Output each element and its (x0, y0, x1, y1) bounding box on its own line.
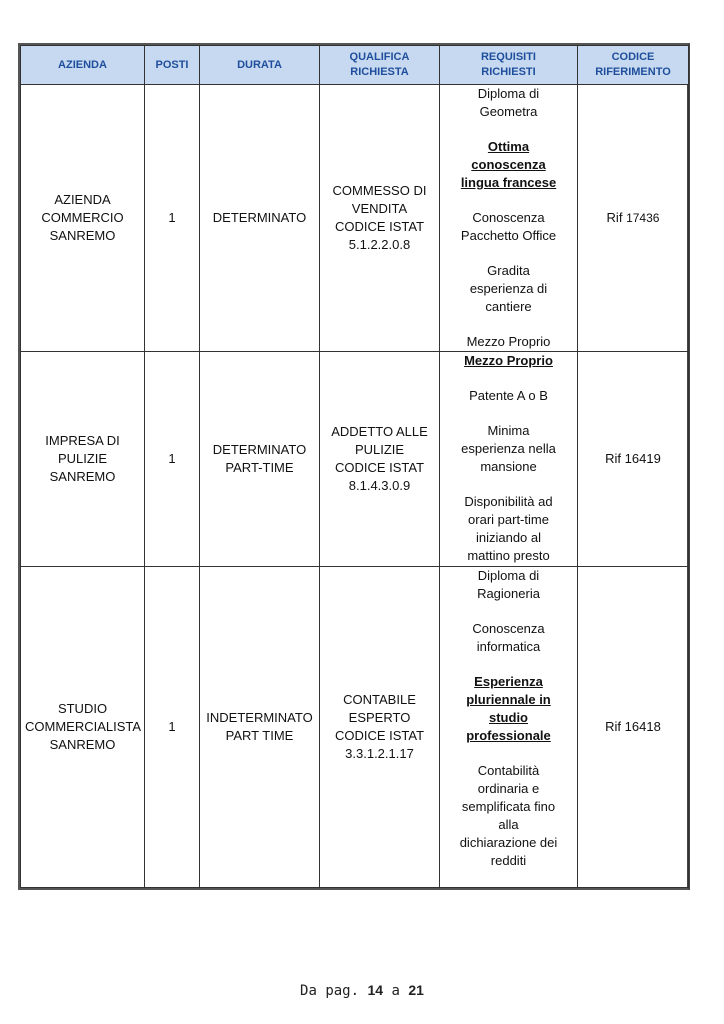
cell-codice (578, 352, 689, 567)
requisito-line: orari part-time (468, 512, 549, 527)
cell-azienda (21, 352, 145, 567)
job-listings-table-frame (18, 43, 690, 890)
azienda-line: STUDIO (57, 701, 108, 716)
header-azienda: AZIENDA (21, 46, 145, 85)
rif-prefix: Rif (605, 719, 622, 734)
requisito-line: redditi (490, 853, 527, 868)
azienda-line: AZIENDA (54, 192, 111, 207)
azienda-line: SANREMO (49, 737, 116, 752)
requisito-line: pluriennale in (466, 692, 551, 707)
requisito (444, 262, 573, 316)
qualifica-line: PULIZIE (354, 442, 405, 457)
cell-codice (578, 85, 689, 352)
azienda-line: IMPRESA DI (45, 433, 120, 448)
requisito-line: Ragioneria (477, 586, 540, 601)
requisito-line: Ottima (487, 139, 530, 154)
footer-current-page: 14 (367, 982, 384, 998)
requisito-line: esperienza di (469, 281, 548, 296)
cell-durata (200, 352, 320, 567)
cell-qualifica (320, 352, 440, 567)
qualifica-line: CODICE ISTAT (334, 219, 425, 234)
requisito-line: alla (498, 817, 519, 832)
qualifica-line: 5.1.2.2.0.8 (348, 237, 411, 252)
cell-qualifica (320, 85, 440, 352)
cell-posti: 1 (145, 85, 200, 352)
requisito-line: studio (489, 710, 528, 725)
requisito (444, 620, 573, 656)
requisito-line: Pacchetto Office (460, 228, 557, 243)
rif-number: 17436 (626, 211, 660, 225)
header-codice-line: RIFERIMENTO (595, 66, 671, 78)
cell-durata (200, 85, 320, 352)
cell-azienda (21, 85, 145, 352)
footer-total-pages: 21 (408, 982, 424, 998)
table-row (21, 85, 689, 352)
requisito-line: ordinaria e (477, 781, 540, 796)
durata-line: DETERMINATO (212, 210, 307, 225)
requisito-line: Mezzo Proprio (466, 334, 551, 349)
requisito-line: conoscenza (471, 157, 546, 172)
header-codice (578, 46, 689, 85)
header-codice-line: CODICE (611, 51, 655, 63)
qualifica-line: ESPERTO (348, 710, 411, 725)
durata-line: DETERMINATO (212, 442, 307, 457)
cell-requisiti (440, 352, 578, 567)
header-posti: POSTI (145, 46, 200, 85)
cell-azienda (21, 567, 145, 888)
durata-line: PART-TIME (225, 460, 294, 475)
requisito-line: professionale (466, 728, 551, 743)
qualifica-line: CONTABILE (343, 692, 416, 707)
durata-line: PART TIME (225, 728, 294, 743)
azienda-line: PULIZIE (57, 451, 108, 466)
qualifica-line: CODICE ISTAT (334, 728, 425, 743)
cell-durata (200, 567, 320, 888)
requisito-line: Conoscenza (472, 210, 545, 225)
requisito (444, 762, 573, 870)
qualifica-line: COMMESSO DI (332, 183, 427, 198)
header-requisiti (440, 46, 578, 85)
header-durata: DURATA (200, 46, 320, 85)
cell-requisiti (440, 85, 578, 352)
cell-codice (578, 567, 689, 888)
qualifica-line: 8.1.4.3.0.9 (348, 478, 411, 493)
requisito-line: esperienza nella (461, 441, 556, 456)
footer-middle: a (391, 983, 400, 999)
requisito-line: Contabilità (477, 763, 540, 778)
azienda-line: SANREMO (49, 469, 116, 484)
table-row (21, 352, 689, 567)
requisito (444, 387, 573, 405)
table-header-row (21, 46, 689, 85)
azienda-line: SANREMO (49, 228, 116, 243)
requisito-line: Gradita (487, 263, 530, 278)
qualifica-line: 3.3.1.2.1.17 (345, 746, 414, 761)
requisito (444, 333, 573, 351)
cell-posti: 1 (145, 352, 200, 567)
requisito-line: Diploma di (477, 86, 540, 101)
cell-requisiti (440, 567, 578, 888)
rif-number: 16419 (624, 451, 661, 466)
requisito-emphasis (444, 138, 573, 192)
requisito-line: mattino presto (467, 548, 550, 563)
cell-posti: 1 (145, 567, 200, 888)
cell-qualifica (320, 567, 440, 888)
requisito-line: lingua francese (460, 175, 557, 190)
footer-prefix: Da pag. (300, 983, 360, 999)
page-footer (0, 982, 724, 999)
requisito (444, 567, 573, 603)
requisito-line: Conoscenza (472, 621, 545, 636)
header-qualifica (320, 46, 440, 85)
requisito-emphasis (444, 352, 573, 370)
qualifica-line: CODICE ISTAT (334, 460, 425, 475)
requisito-line: cantiere (485, 299, 532, 314)
rif-number: 16418 (624, 719, 661, 734)
qualifica-line: ADDETTO ALLE (331, 424, 428, 439)
requisito-line: Diploma di (477, 568, 540, 583)
job-listings-table (20, 45, 689, 888)
requisito-line: iniziando al (475, 530, 542, 545)
qualifica-line: VENDITA (351, 201, 408, 216)
header-requisiti-line: REQUISITI (480, 51, 536, 63)
requisito-line: Minima (487, 423, 530, 438)
requisito-line: Patente A o B (469, 388, 548, 403)
rif-prefix: Rif (606, 210, 623, 225)
header-qualifica-line: QUALIFICA (349, 51, 410, 63)
requisito-emphasis (444, 673, 573, 745)
requisito-line: Disponibilità ad (464, 494, 553, 509)
requisito (444, 493, 573, 565)
requisito-line: Esperienza (474, 674, 543, 689)
requisito-line: informatica (476, 639, 541, 654)
header-qualifica-line: RICHIESTA (350, 66, 409, 78)
requisito-line: dichiarazione dei (459, 835, 558, 850)
requisito-line: mansione (480, 459, 537, 474)
requisito-line: Geometra (479, 104, 538, 119)
requisito (444, 85, 573, 121)
requisito (444, 422, 573, 476)
requisito (444, 209, 573, 245)
durata-line: INDETERMINATO (206, 710, 313, 725)
rif-prefix: Rif (605, 451, 622, 466)
header-requisiti-line: RICHIESTI (481, 66, 536, 78)
azienda-line: COMMERCIO (41, 210, 124, 225)
requisito-line: semplificata fino (461, 799, 556, 814)
azienda-line: COMMERCIALISTA (25, 719, 142, 734)
requisito-line: Mezzo Proprio (464, 353, 553, 368)
table-row (21, 567, 689, 888)
